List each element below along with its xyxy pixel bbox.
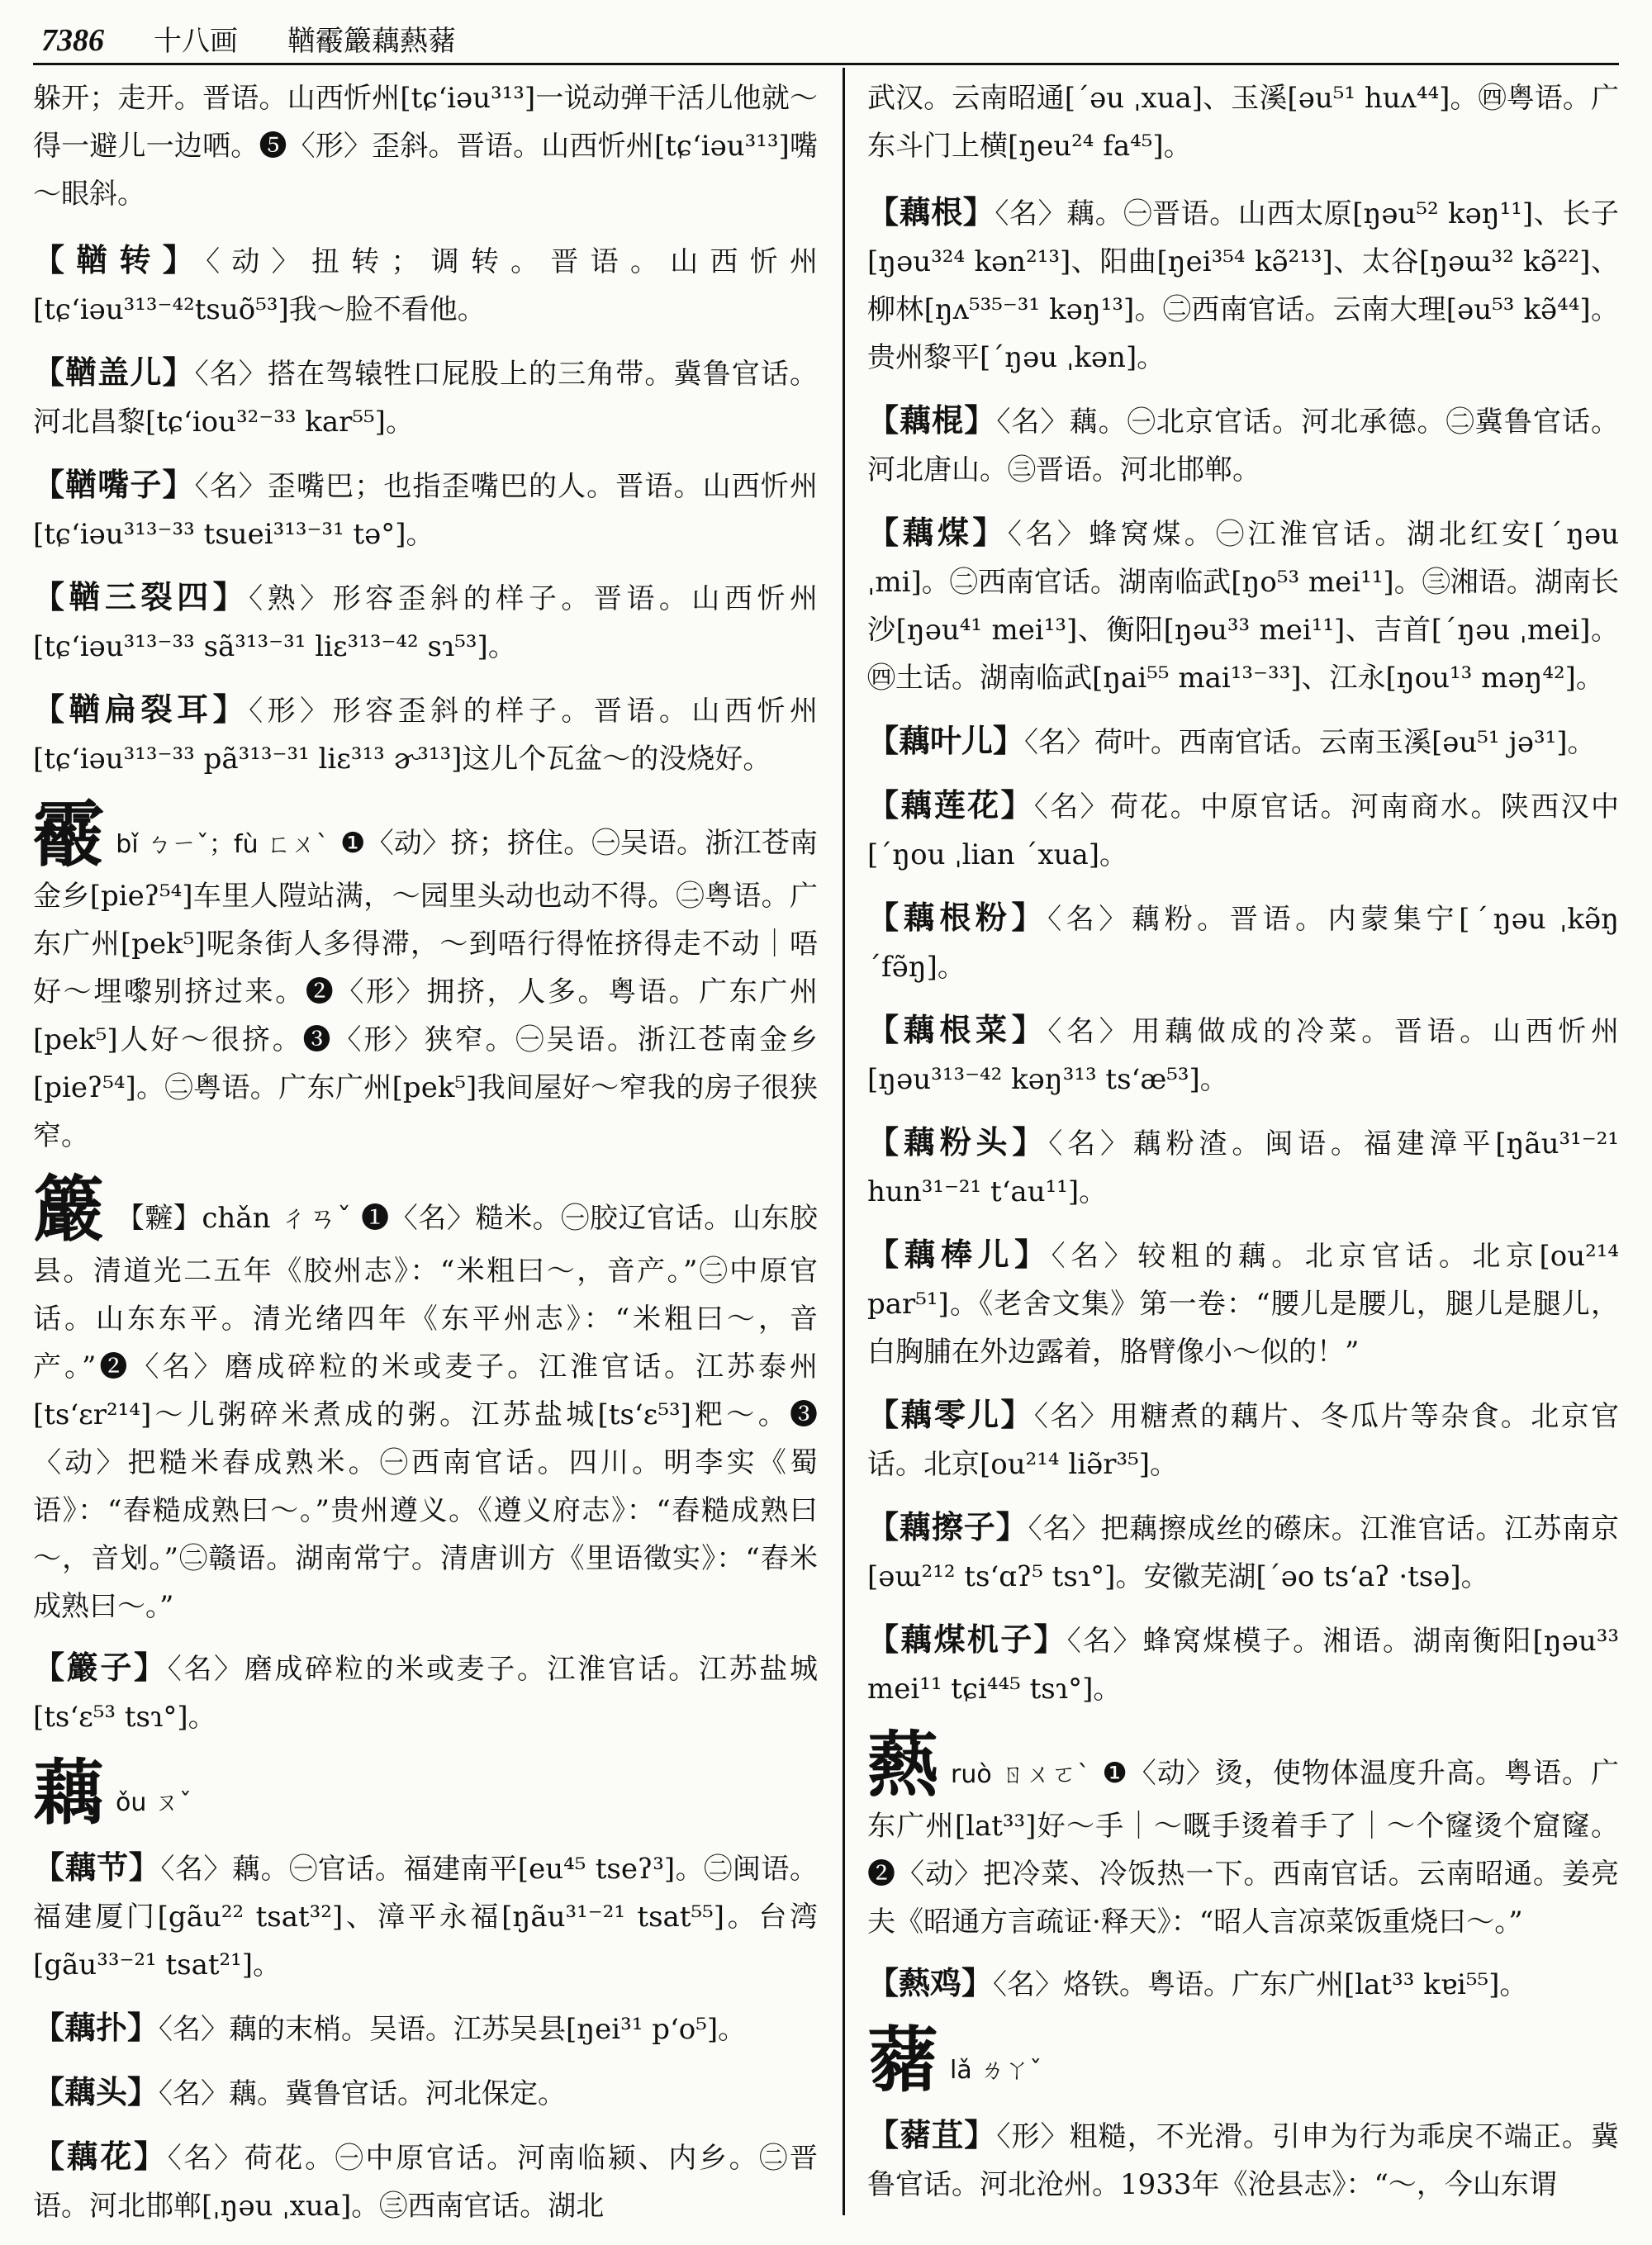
definition: 〈名〉藕。㊀晋语。山西太原[ŋəu⁵² kəŋ¹¹]、长子[ŋəu³²⁴ kən²¹³]、阳曲[ŋei³⁵⁴ kə̃²¹³]、太谷[ŋəɯ³² kə̃²²]、柳林[ŋʌ⁵³⁵⁻³¹ kəŋ¹³]。㊁西南官话。云南大理[əu⁵³ kə̃⁴⁴]。贵州黎平[ˊŋəu ˌkən]。: [867, 197, 1619, 374]
page-header: [41, 18, 456, 68]
entry: [867, 1118, 1619, 1216]
definition: ❶〈动〉挤；挤住。㊀吴语。浙江苍南金乡[pieʔ⁵⁴]车里人隑站满，～园里头动也动不得。㊁粤语。广东广州[pek⁵]呢条街人多得滞，～到唔行得恠挤得走不动｜唔好～埋嚟别挤过来。❷〈形〉拥挤，人多。粤语。广东广州[pek⁵]人好～很挤。❸〈形〉狭窄。㊀吴语。浙江苍南金乡[pieʔ⁵⁴]。㊁粤语。广东广州[pek⁵]我间屋好～窄我的房子很狭窄。: [33, 827, 819, 1152]
stroke-section: 十八画: [154, 25, 238, 58]
headword: 【鞧转】: [33, 241, 206, 278]
definition: 〈名〉荷花。㊀中原官话。河南临颍、内乡。㊁晋语。河北邯郸[ˌŋəu ˌxua]。㊂西南官话。湖北: [33, 2142, 818, 2223]
pronunciation: ruò ㄖㄨㄛˋ: [951, 1760, 1091, 1789]
entry: [33, 2068, 818, 2118]
definition: 〈名〉荷花。中原官话。河南商水。陕西汉中[ˊŋou ˌlian ˊxua]。: [867, 790, 1619, 871]
headword: 【爇鸡】: [867, 1964, 994, 2001]
definition: 〈名〉蜂窝煤模子。湘语。湖南衡阳[ŋəu³³ mei¹¹ tɕi⁴⁴⁵ tsɿ°]。: [867, 1625, 1619, 1706]
headword: 【藕莲花】: [867, 786, 1034, 823]
entry: [33, 461, 818, 558]
variant-and-pronunciation: 【䊲】chǎn ㄔㄢˇ: [116, 1202, 352, 1235]
headword: 【藕叶儿】: [867, 722, 1025, 759]
entry: [867, 717, 1619, 767]
entry: [867, 1616, 1619, 1713]
character-entry: [33, 793, 819, 1160]
header-chars: 鞧䨷䉷藕爇藸: [287, 25, 456, 58]
definition: 〈名〉搭在驾辕牲口屁股上的三角带。冀鲁官话。河北昌黎[tɕʻiou³²⁻³³ kar⁵⁵]。: [33, 358, 818, 439]
definition: 〈名〉烙铁。粤语。广东广州[lat³³ kɐi⁵⁵]。: [993, 1968, 1528, 2001]
headword: 【藕棒儿】: [867, 1236, 1051, 1273]
head-character: 藕: [33, 1751, 104, 1834]
definition: 〈名〉把藕擦成丝的礤床。江淮官话。江苏南京[əɯ²¹² tsʻɑʔ⁵ tsɿ°]。安徽芜湖[ˊəo tsʻaʔ ·tsə]。: [867, 1512, 1619, 1593]
character-entry: [867, 1723, 1619, 1946]
page-number: 7386: [41, 23, 104, 58]
entry: [33, 349, 818, 446]
entry: [33, 1844, 818, 1989]
entry: [867, 1391, 1619, 1488]
entry: [33, 1644, 818, 1741]
character-entry: [33, 1751, 818, 1834]
definition: 〈名〉藕粉渣。闽语。福建漳平[ŋãu³¹⁻²¹ hun³¹⁻²¹ tʻau¹¹]。: [867, 1127, 1619, 1208]
entry: [33, 2133, 818, 2230]
definition: 〈形〉形容歪斜的样子。晋语。山西忻州[tɕʻiəu³¹³⁻³³ pã³¹³⁻³¹ liɛ³¹³ ɚ³¹³]这儿个瓦盆～的没烧好。: [33, 695, 818, 776]
definition: ❶〈名〉糙米。㊀胶辽官话。山东胶县。清道光二五年《胶州志》：“米粗曰～，音产。”㊁中原官话。山东东平。清光绪四年《东平州志》：“米粗曰～，音产。”❷〈名〉磨成碎粒的米或麦子。江淮官话。江苏泰州[tsʻɛr²¹⁴]～儿粥碎米煮成的粥。江苏盐城[tsʻɛ⁵³]粑～。❸〈动〉把糙米舂成熟米。㊀西南官话。四川。明李实《蜀语》：“舂糙成熟曰～。”贵州遵义。《遵义府志》：“舂糙成熟曰～，音划。”㊁赣语。湖南常宁。清唐训方《里语徵实》：“舂米成熟曰～。”: [33, 1202, 819, 1623]
headword: 【藕煤机子】: [867, 1621, 1067, 1658]
headword: 【藕节】: [33, 1849, 161, 1886]
definition: 〈名〉磨成碎粒的米或麦子。江淮官话。江苏盐城[tsʻɛ⁵³ tsɿ°]。: [33, 1653, 818, 1734]
entry: [867, 188, 1619, 382]
definition: 〈动〉扭转；调转。晋语。山西忻州[tɕʻiəu³¹³⁻⁴²tsuõ⁵³]我～脸不看他。: [33, 245, 818, 326]
character-entry: [33, 1168, 819, 1630]
definition: 〈名〉藕。㊀官话。福建南平[eu⁴⁵ tseʔ³]。㊁闽语。福建厦门[gãu²² tsat³²]、漳平永福[ŋãu³¹⁻²¹ tsat⁵⁵]。台湾[gãu³³⁻²¹ tsat²¹]。: [33, 1853, 818, 1982]
entry: [33, 2004, 818, 2053]
headword: 【藕扑】: [33, 2009, 159, 2046]
entry: [867, 1503, 1619, 1601]
entry-continuation: 武汉。云南昭通[ˊəu ˌxua]、玉溪[əu⁵¹ huʌ⁴⁴]。㊃粤语。广东斗门上横[ŋeu²⁴ fa⁴⁵]。: [867, 82, 1619, 163]
definition: 〈名〉藕。冀鲁官话。河北保定。: [159, 2077, 567, 2110]
definition: 〈熟〉形容歪斜的样子。晋语。山西忻州[tɕʻiəu³¹³⁻³³ sã³¹³⁻³¹ liɛ³¹³⁻⁴² sɿ⁵³]。: [33, 582, 818, 663]
head-character: 䉷: [33, 1168, 105, 1251]
pronunciation: ǒu ㄡˇ: [116, 1788, 192, 1817]
head-character: 藸: [867, 2019, 938, 2102]
headword: 【鞧嘴子】: [33, 466, 195, 503]
character-entry: [867, 2019, 1619, 2102]
entry: [867, 396, 1619, 494]
definition: 〈名〉较粗的藕。北京官话。北京[ou²¹⁴ par⁵¹]。《老舍文集》第一卷：“腰儿是腰儿，腿儿是腿儿，白胸脯在外边露着，胳臂像小～似的！”: [867, 1240, 1619, 1369]
entry: [867, 1006, 1619, 1104]
pronunciation: bǐ ㄅㄧˇ；fù ㄈㄨˋ: [116, 830, 330, 859]
definition: 〈名〉藕粉。晋语。内蒙集宁[ˊŋəu ˌkə̃ŋ ˊfə̃ŋ]。: [867, 903, 1619, 984]
headword: 【藕花】: [33, 2138, 168, 2175]
definition: 〈名〉荷叶。西南官话。云南玉溪[əu⁵¹ jə³¹]。: [1024, 726, 1596, 759]
head-character: 爇: [867, 1723, 940, 1806]
headword: 【藸苴】: [867, 2116, 997, 2153]
entry: [33, 236, 818, 334]
headword: 【藕根菜】: [867, 1011, 1048, 1048]
definition: 〈名〉蜂窝煤。㊀江淮官话。湖北红安[ˊŋəu ˌmi]。㊁西南官话。湖南临武[ŋo⁵³ mei¹¹]。㊂湘语。湖南长沙[ŋəu⁴¹ mei¹³]、衡阳[ŋəu³³ mei¹¹]、吉首[ˊŋəu ˌmei]。㊃土话。湖南临武[ŋai⁵⁵ mai¹³⁻³³]、江永[ŋou¹³ məŋ⁴²]。: [867, 518, 1619, 695]
headword: 【藕根】: [867, 193, 995, 230]
right-column: [867, 74, 1619, 2224]
definition: 〈名〉藕。㊀北京官话。河北承德。㊁冀鲁官话。河北唐山。㊂晋语。河北邯郸。: [867, 406, 1619, 486]
head-character: 䨷: [33, 793, 105, 876]
definition: 〈形〉粗糙，不光滑。引申为行为乖戾不端正。冀鲁官话。河北沧州。1933年《沧县志》：“～，今山东谓: [867, 2120, 1619, 2201]
entry: [867, 1231, 1619, 1376]
entry: [867, 509, 1619, 702]
left-column: [33, 74, 818, 2245]
header-rule: [33, 63, 1619, 65]
headword: 【藕煤】: [867, 514, 1008, 551]
entry: [867, 781, 1619, 879]
entry: [33, 573, 818, 671]
definition: 〈名〉用糖煮的藕片、冬瓜片等杂食。北京官话。北京[ou²¹⁴ liə̃r³⁵]。: [867, 1400, 1619, 1481]
headword: 【藕根粉】: [867, 899, 1048, 936]
headword: 【藕棍】: [867, 401, 997, 439]
entry: [33, 686, 818, 783]
definition: 〈名〉用藕做成的冷菜。晋语。山西忻州[ŋəu³¹³⁻⁴² kəŋ³¹³ tsʻæ⁵³]。: [867, 1015, 1619, 1096]
headword: 【鞧三裂四】: [33, 578, 249, 615]
definition: 〈名〉歪嘴巴；也指歪嘴巴的人。晋语。山西忻州[tɕʻiəu³¹³⁻³³ tsuei³¹³⁻³¹ tə°]。: [33, 470, 818, 551]
entry-continuation: 躲开；走开。晋语。山西忻州[tɕʻiəu³¹³]一说动弹干活儿他就～得一避儿一边哂。❺〈形〉歪斜。晋语。山西忻州[tɕʻiəu³¹³]嘴～眼斜。: [33, 82, 818, 211]
entry: [867, 1959, 1619, 2009]
headword: 【藕头】: [33, 2073, 159, 2110]
column-divider: [843, 68, 845, 2215]
headword: 【藕粉头】: [867, 1123, 1049, 1160]
pronunciation: lǎ ㄌㄚˇ: [950, 2056, 1042, 2085]
headword: 【藕擦子】: [867, 1508, 1028, 1545]
definition: 〈名〉藕的末梢。吴语。江苏吴县[ŋei³¹ pʻo⁵]。: [159, 2013, 747, 2046]
headword: 【藕零儿】: [867, 1396, 1034, 1433]
headword: 【鞧扁裂耳】: [33, 691, 249, 728]
headword: 【鞧盖儿】: [33, 354, 195, 391]
entry: [867, 894, 1619, 991]
definition: ❶〈动〉烫，使物体温度升高。粤语。广东广州[lat³³]好～手｜～嘅手烫着手了｜～个窿烫个窟窿。❷〈动〉把冷菜、冷饭热一下。西南官话。云南昭通。姜亮夫《昭通方言疏证·释天》：“昭人言凉菜饭重烧曰～。”: [867, 1757, 1619, 1939]
headword: 【䉷子】: [33, 1649, 168, 1686]
entry: [867, 2111, 1619, 2209]
